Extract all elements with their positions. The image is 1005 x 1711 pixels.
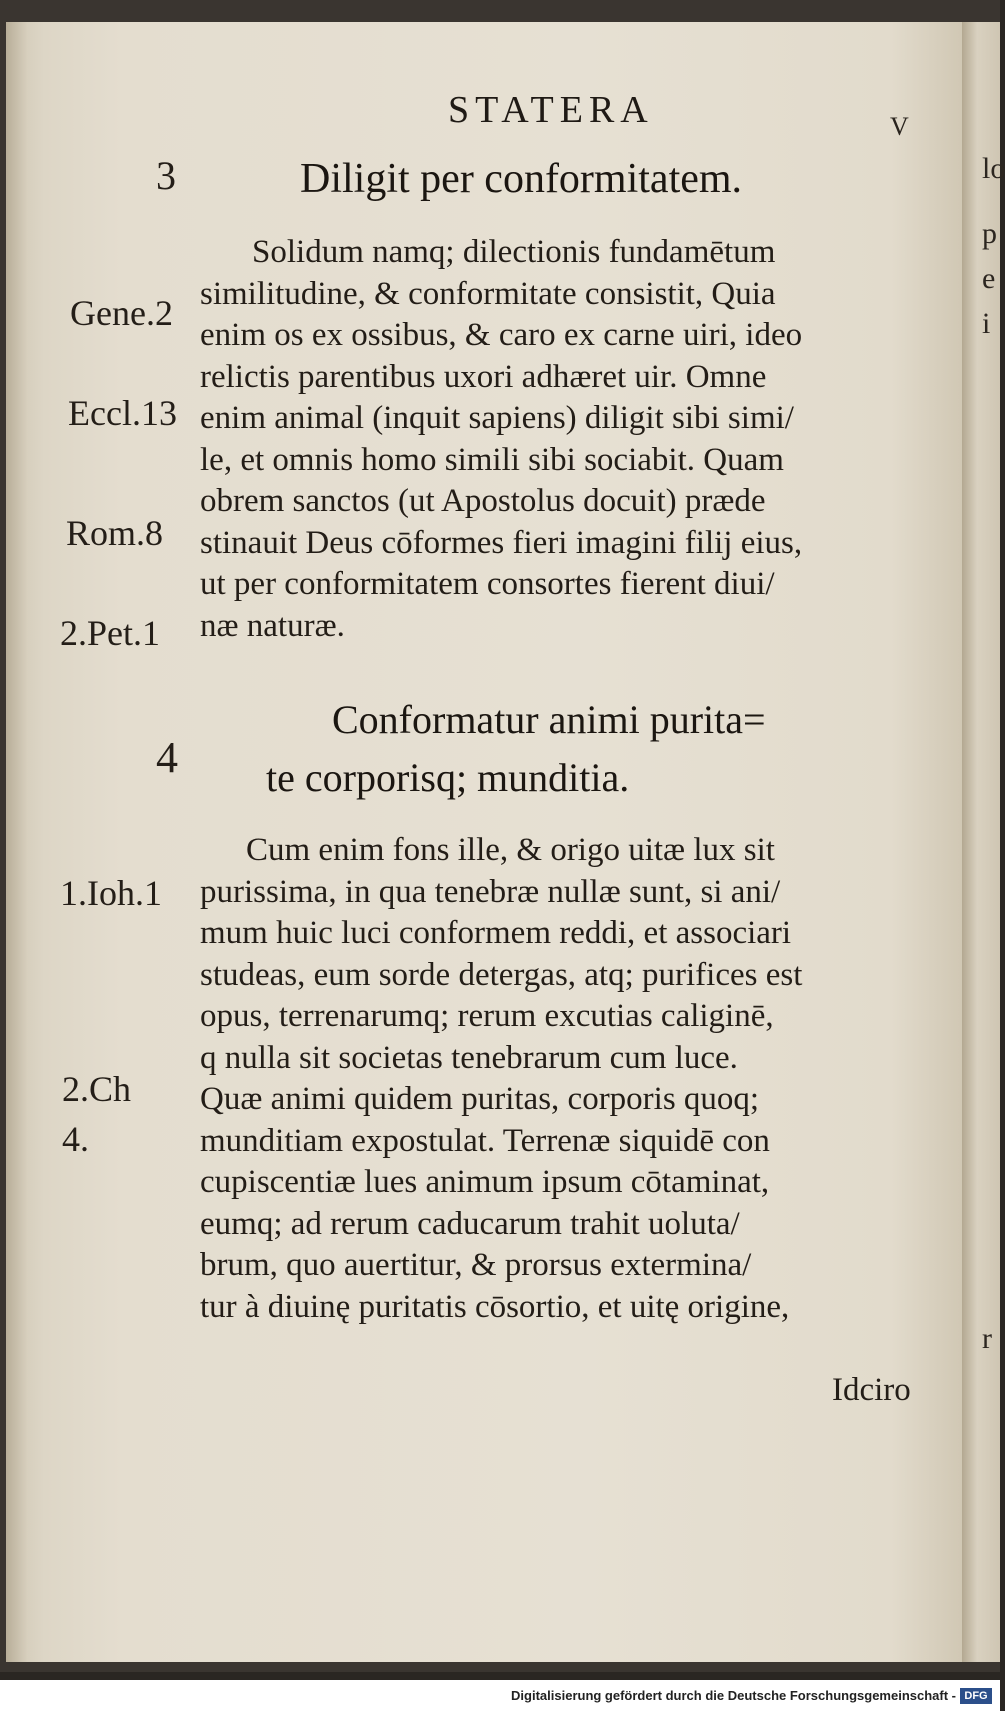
text-line: relictis parentibus uxori adhæret uir. Omne xyxy=(200,358,767,395)
text-line: munditiam expostulat. Terrenæ siquidē con xyxy=(200,1122,770,1159)
section-heading-continued: te corporisq; munditia. xyxy=(266,755,630,800)
facing-page-fragment: r xyxy=(982,1322,992,1355)
facing-page-fragment: e xyxy=(982,262,996,295)
text-line: enim os ex ossibus, & caro ex carne uiri, ideo xyxy=(200,317,803,353)
margin-citation: Gene.2 xyxy=(70,293,173,333)
text-line: cupiscentiæ lues animum ipsum cōtaminat, xyxy=(200,1164,770,1200)
running-head: STATERA xyxy=(448,89,654,131)
body-paragraph xyxy=(200,830,940,1328)
section-heading: Conformatur animi purita= xyxy=(332,697,766,742)
text-line: tur à diuinę puritatis cōsortio, et uitę origine, xyxy=(200,1288,790,1325)
text-line: brum, quo auertitur, & prorsus extermina/ xyxy=(200,1247,752,1283)
text-line: Quæ animi quidem puritas, corporis quoq; xyxy=(200,1081,760,1117)
margin-citation: 2.Ch xyxy=(62,1069,132,1109)
text-line: mum huic luci conformem reddi, et associari xyxy=(200,915,792,951)
facing-page-fragment: i xyxy=(982,307,991,340)
facing-page-edge xyxy=(962,22,1005,1662)
margin-section-number: 3 xyxy=(156,153,176,198)
margin-citation: 4. xyxy=(62,1119,89,1159)
text-line: stinauit Deus cōformes fieri imagini filij eius, xyxy=(200,524,803,561)
text-line: similitudine, & conformitate consistit, Quia xyxy=(200,275,776,312)
facing-page-fragment: lo xyxy=(982,152,1005,185)
margin-citation: Rom.8 xyxy=(66,513,164,553)
dfg-logo: DFG xyxy=(960,1688,992,1704)
body-paragraph xyxy=(200,232,940,647)
margin-citation: Eccl.13 xyxy=(68,393,177,433)
text-line: obrem sanctos (ut Apostolus docuit) præde xyxy=(200,483,766,519)
text-line: ut per conformitatem consortes fierent diui/ xyxy=(200,566,775,602)
text-line: næ naturæ. xyxy=(200,607,345,644)
text-line: Cum enim fons ille, & origo uitæ lux sit xyxy=(246,832,775,868)
signature-mark: V xyxy=(890,112,909,141)
facing-page-fragment: p xyxy=(982,217,997,250)
margin-section-number: 4 xyxy=(156,733,178,782)
text-line: q nulla sit societas tenebrarum cum luce. xyxy=(200,1039,738,1076)
text-line: eumq; ad rerum caducarum trahit uoluta/ xyxy=(200,1205,740,1242)
text-line: le, et omnis homo simili sibi sociabit. Quam xyxy=(200,441,784,478)
text-line: Solidum namq; dilectionis fundamētum xyxy=(252,234,776,270)
text-line: opus, terrenarumq; rerum excutias caliginē, xyxy=(200,998,774,1034)
funding-credit: Digitalisierung gefördert durch die Deutsche Forschungsgemeinschaft - xyxy=(511,1688,956,1703)
text-line: purissima, in qua tenebræ nullæ sunt, si ani/ xyxy=(200,873,781,910)
text-line: studeas, eum sorde detergas, atq; purifices est xyxy=(200,956,803,993)
margin-citation: 1.Ioh.1 xyxy=(60,873,162,913)
section-heading: Diligit per conformitatem. xyxy=(300,156,743,202)
margin-citation: 2.Pet.1 xyxy=(60,613,161,653)
text-line: enim animal (inquit sapiens) diligit sibi simi/ xyxy=(200,400,794,436)
page-gutter-edge xyxy=(6,22,28,1662)
catchword: Idciro xyxy=(832,1372,911,1408)
